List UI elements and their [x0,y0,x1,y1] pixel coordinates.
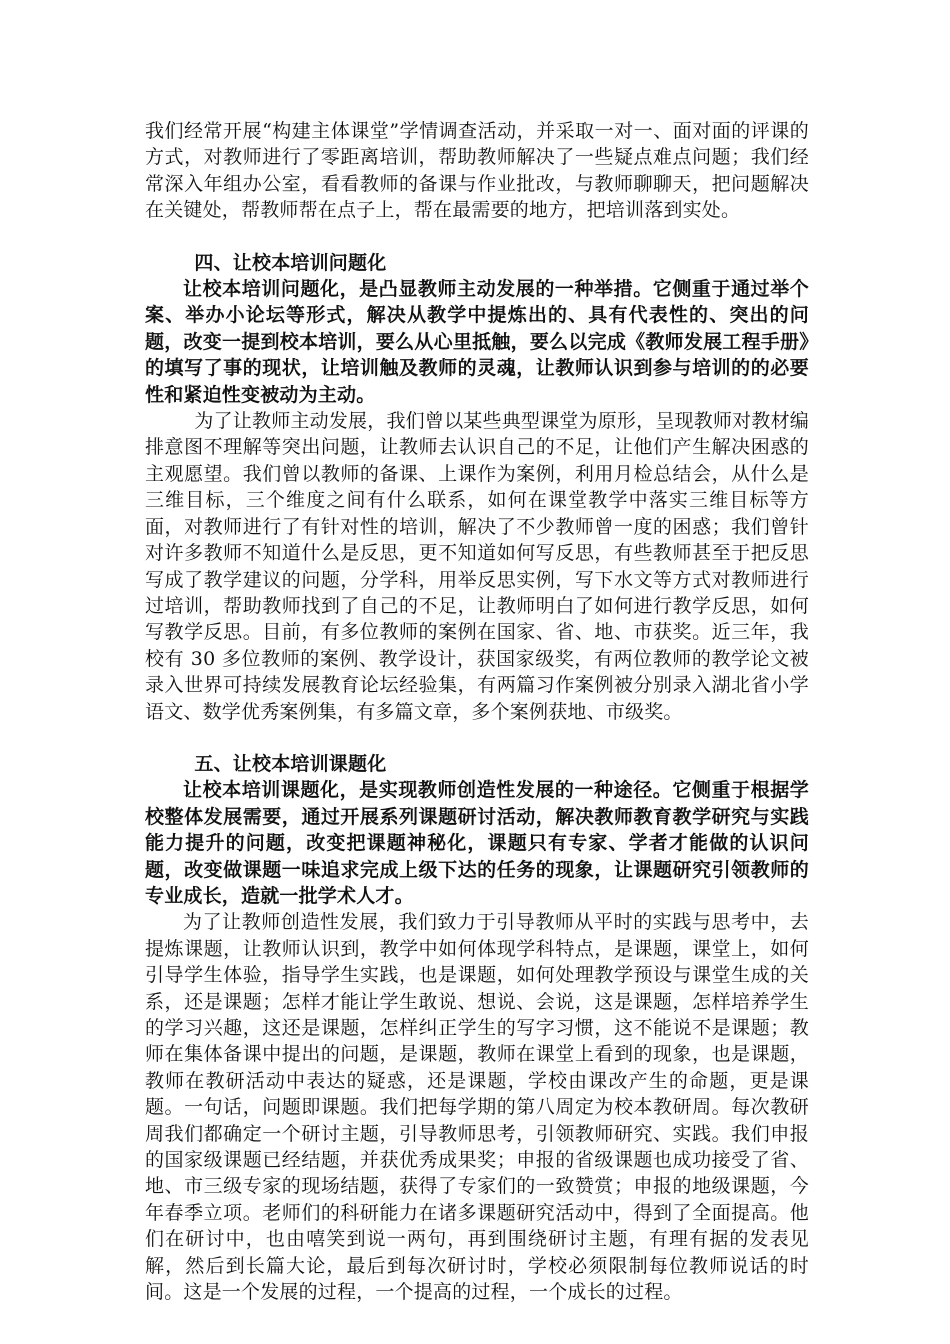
section-5-summary: 让校本培训课题化，是实现教师创造性发展的一种途径。它侧重于根据学校整体发展需要，通过开展系列课题研讨活动，解决教师教育教学研究与实践能力提升的问题，改变把课题神秘化，课题只有专家、学者才能做的认识问题，改变做课题一味追求完成上级下达的任务的现象，让课题研究引领教师的专业成长，造就一批学术人才。 [145,779,809,907]
paragraph-intro: 我们经常开展“构建主体课堂”学情调查活动，并采取一对一、面对面的评课的方式，对教师进行了零距离培训，帮助教师解决了一些疑点难点问题；我们经常深入年组办公室，看看教师的备课与作业批改，与教师聊聊天，把问题解决在关键处，帮教师帮在点子上，帮在最需要的地方，把培训落到实处。 [145,120,809,222]
section-4-summary: 让校本培训问题化，是凸显教师主动发展的一种举措。它侧重于通过举个案、举办小论坛等形式，解决从教学中提炼出的、具有代表性的、突出的问题，改变一提到校本培训，要么从心里抵触，要么以完成《教师发展工程手册》的填写了事的现状，让培训触及教师的灵魂，让教师认识到参与培训的的必要性和紧迫性变被动为主动。 [145,278,809,406]
section-5-body: 为了让教师创造性发展，我们致力于引导教师从平时的实践与思考中，去提炼课题，让教师认识到，教学中如何体现学科特点，是课题，课堂上，如何引导学生体验，指导学生实践，也是课题，如何处理教学预设与课堂生成的关系，还是课题；怎样才能让学生敢说、想说、会说，这是课题，怎样培养学生的学习兴趣，这还是课题，怎样纠正学生的写字习惯，这不能说不是课题；教师在集体备课中提出的问题，是课题，教师在课堂上看到的现象，也是课题，教师在教研活动中表达的疑惑，还是课题，学校由课改产生的命题，更是课题。一句话，问题即课题。我们把每学期的第八周定为校本教研周。每次教研周我们都确定一个研讨主题，引导教师思考，引领教师研究、实践。我们申报的国家级课题已经结题，并获优秀成果奖；申报的省级课题也成功接受了省、地、市三级专家的现场结题，获得了专家们的一致赞赏；申报的地级课题，今年春季立项。老师们的科研能力在诸多课题研究活动中，得到了全面提高。他们在研讨中，也由嘻笑到说一两句，再到围绕研讨主题，有理有据的发表见解，然后到长篇大论，最后到每次研讨时，学校必须限制每位教师说话的时间。这是一个发展的过程，一个提高的过程，一个成长的过程。 [145,911,809,1304]
document-page [145,118,809,1305]
section-heading-5: 五、让校本培训课题化 [194,752,387,775]
section-4-body: 为了让教师主动发展，我们曾以某些典型课堂为原形，呈现教师对教材编排意图不理解等突出问题，让教师去认识自己的不足，让他们产生解决困惑的主观愿望。我们曾以教师的备课、上课作为案例，利用月检总结会，从什么是三维目标，三个维度之间有什么联系，如何在课堂教学中落实三维目标等方面，对教师进行了有针对性的培训，解决了不少教师曾一度的困惑；我们曾针对许多教师不知道什么是反思，更不知道如何写反思，有些教师甚至于把反思写成了教学建议的问题，分学科，用举反思实例，写下水文等方式对教师进行过培训，帮助教师找到了自己的不足，让教师明白了如何进行教学反思，如何写教学反思。目前，有多位教师的案例在国家、省、地、市获奖。近三年，我校有 30 多位教师的案例、教学设计，获国家级奖，有两位教师的教学论文被录入世界可持续发展教育论坛经验集，有两篇习作案例被分别录入湖北省小学语文、数学优秀案例集，有多篇文章，多个案例获地、市级奖。 [145,410,809,723]
spacer [145,725,809,751]
spacer [145,224,809,250]
section-heading-4: 四、让校本培训问题化 [194,251,387,274]
